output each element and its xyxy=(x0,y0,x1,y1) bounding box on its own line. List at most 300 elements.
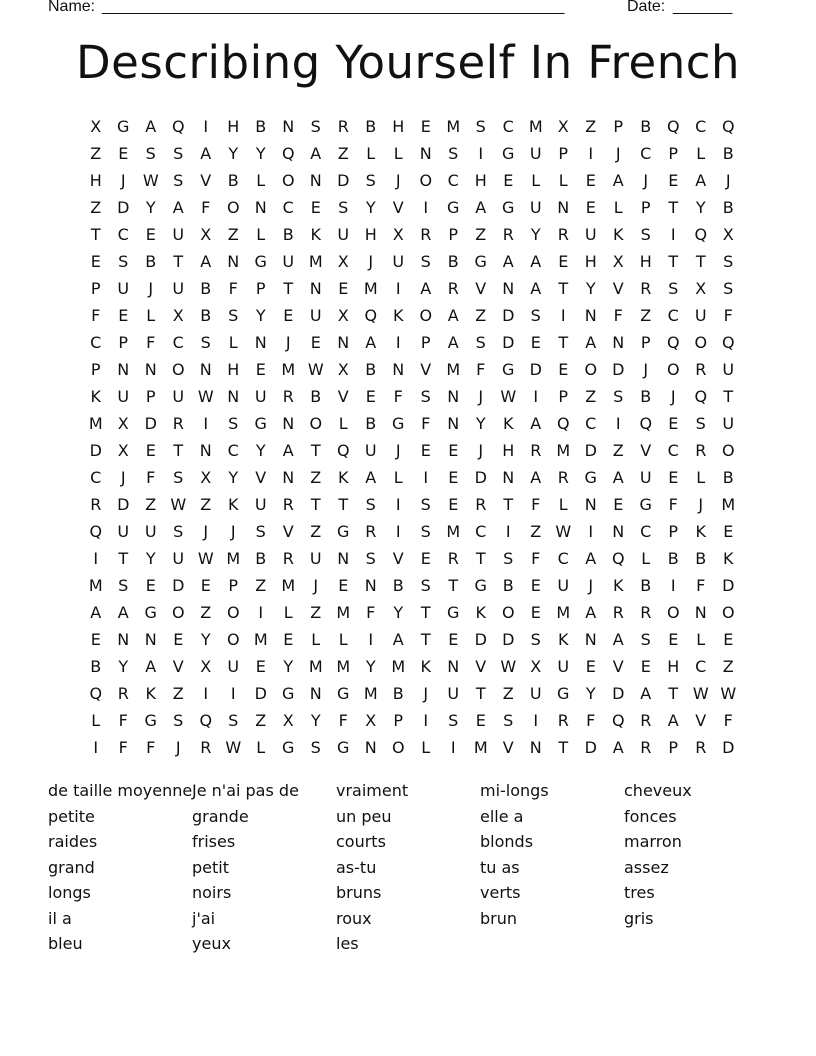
grid-letter: S xyxy=(613,387,624,406)
grid-letter: N xyxy=(447,387,460,406)
grid-letter: Y xyxy=(255,144,266,163)
grid-letter: K xyxy=(613,225,624,244)
grid-letter: J xyxy=(395,171,401,190)
grid-letter: T xyxy=(173,441,184,460)
grid-letter: S xyxy=(420,387,431,406)
grid-letter: S xyxy=(503,711,514,730)
grid-letter: B xyxy=(722,198,734,217)
grid-letter: Q xyxy=(721,333,735,352)
grid-letter: W xyxy=(197,549,214,568)
grid-letter: G xyxy=(447,198,460,217)
grid-letter: U xyxy=(309,549,322,568)
grid-letter: L xyxy=(311,630,321,649)
name-label: Name: xyxy=(48,0,96,15)
grid-letter: T xyxy=(558,279,569,298)
grid-letter: F xyxy=(696,576,706,595)
grid-letter: E xyxy=(255,360,266,379)
grid-row xyxy=(82,383,742,410)
grid-letter: S xyxy=(173,144,184,163)
grid-letter: P xyxy=(668,144,679,163)
grid-letter: E xyxy=(283,630,294,649)
grid-letter: Z xyxy=(90,198,102,217)
grid-letter: A xyxy=(530,279,542,298)
grid-letter: X xyxy=(117,441,129,460)
grid-letter: L xyxy=(558,171,568,190)
grid-row xyxy=(82,437,742,464)
grid-letter: J xyxy=(313,576,319,595)
grid-letter: L xyxy=(146,306,156,325)
grid-letter: U xyxy=(529,684,542,703)
grid-letter: M xyxy=(556,441,571,460)
grid-letter: A xyxy=(612,738,624,757)
grid-letter: V xyxy=(475,657,487,676)
grid-letter: J xyxy=(285,333,291,352)
grid-letter: N xyxy=(392,360,405,379)
grid-letter: Z xyxy=(172,684,184,703)
grid-letter: D xyxy=(89,441,102,460)
grid-letter: X xyxy=(117,414,129,433)
grid-letter: F xyxy=(118,711,128,730)
grid-letter: P xyxy=(255,279,266,298)
grid-letter: D xyxy=(584,738,597,757)
grid-letter: E xyxy=(420,441,431,460)
grid-letter: Y xyxy=(585,684,596,703)
grid-letter: B xyxy=(90,657,102,676)
grid-letter: N xyxy=(227,387,240,406)
grid-letter: P xyxy=(90,279,101,298)
grid-letter: U xyxy=(254,495,267,514)
grid-letter: O xyxy=(391,738,405,757)
grid-letter: Q xyxy=(89,684,103,703)
grid-letter: U xyxy=(392,252,405,271)
grid-letter: S xyxy=(173,711,184,730)
date-line: _______ xyxy=(673,0,732,15)
grid-letter: T xyxy=(118,549,129,568)
grid-row xyxy=(82,545,742,572)
grid-letter: N xyxy=(447,657,460,676)
grid-letter: O xyxy=(721,603,735,622)
grid-letter: F xyxy=(228,279,238,298)
word-bank-item: blonds xyxy=(480,832,534,851)
grid-letter: Y xyxy=(530,225,541,244)
grid-letter: U xyxy=(364,441,377,460)
grid-letter: K xyxy=(420,657,431,676)
grid-letter: J xyxy=(203,522,209,541)
grid-letter: Z xyxy=(722,657,734,676)
grid-letter: G xyxy=(584,468,597,487)
grid-letter: M xyxy=(363,279,378,298)
grid-letter: E xyxy=(448,468,459,487)
grid-letter: K xyxy=(310,225,321,244)
word-bank-item: brun xyxy=(480,908,518,928)
grid-letter: R xyxy=(557,468,569,487)
grid-letter: Z xyxy=(200,603,212,622)
grid-letter: P xyxy=(668,522,679,541)
grid-letter: M xyxy=(446,360,461,379)
word-bank-item: gris xyxy=(624,908,654,928)
grid-letter: A xyxy=(612,171,624,190)
grid-letter: N xyxy=(612,522,625,541)
word-bank-item: petite xyxy=(48,806,95,826)
grid-letter: V xyxy=(392,549,404,568)
grid-letter: X xyxy=(365,711,377,730)
grid-letter: M xyxy=(363,684,378,703)
grid-letter: D xyxy=(117,198,130,217)
grid-letter: U xyxy=(227,657,240,676)
grid-letter: Z xyxy=(310,603,322,622)
grid-letter: C xyxy=(667,441,679,460)
grid-letter: U xyxy=(309,306,322,325)
grid-letter: Q xyxy=(171,117,185,136)
grid-letter: Q xyxy=(89,522,103,541)
grid-letter: Y xyxy=(365,198,376,217)
word-bank-item: les xyxy=(336,934,359,953)
grid-row xyxy=(82,410,742,437)
grid-letter: I xyxy=(588,522,594,541)
word-bank xyxy=(48,778,768,957)
grid-letter: O xyxy=(309,414,323,433)
word-bank-item: longs xyxy=(48,883,91,902)
grid-row xyxy=(82,140,742,167)
grid-letter: X xyxy=(530,657,542,676)
grid-letter: X xyxy=(695,279,707,298)
grid-letter: E xyxy=(503,171,514,190)
grid-letter: T xyxy=(310,441,321,460)
grid-letter: O xyxy=(666,360,680,379)
grid-letter: V xyxy=(172,657,184,676)
grid-letter: A xyxy=(530,414,542,433)
grid-letter: R xyxy=(475,495,487,514)
grid-letter: I xyxy=(423,198,429,217)
grid-letter: S xyxy=(723,252,734,271)
grid-letter: G xyxy=(639,495,652,514)
grid-letter: J xyxy=(588,576,594,595)
grid-letter: B xyxy=(227,171,239,190)
grid-letter: B xyxy=(310,387,322,406)
grid-letter: J xyxy=(368,252,374,271)
grid-letter: P xyxy=(393,711,404,730)
grid-letter: U xyxy=(694,306,707,325)
grid-letter: L xyxy=(338,414,348,433)
grid-letter: M xyxy=(308,252,323,271)
grid-letter: X xyxy=(172,306,184,325)
grid-letter: L xyxy=(558,495,568,514)
grid-letter: S xyxy=(338,198,349,217)
grid-letter: Y xyxy=(255,306,266,325)
grid-letter: U xyxy=(172,549,185,568)
grid-letter: Q xyxy=(199,711,213,730)
grid-letter: T xyxy=(90,225,101,244)
grid-letter: T xyxy=(558,333,569,352)
grid-letter: E xyxy=(255,657,266,676)
grid-letter: K xyxy=(393,306,404,325)
grid-letter: A xyxy=(392,630,404,649)
grid-letter: I xyxy=(670,225,676,244)
grid-letter: O xyxy=(694,333,708,352)
grid-letter: U xyxy=(117,387,130,406)
grid-letter: B xyxy=(502,576,514,595)
grid-row xyxy=(82,248,742,275)
grid-letter: N xyxy=(364,738,377,757)
grid-letter: N xyxy=(364,576,377,595)
grid-letter: A xyxy=(612,630,624,649)
grid-letter: N xyxy=(144,360,157,379)
grid-letter: I xyxy=(615,414,621,433)
grid-letter: U xyxy=(557,657,570,676)
grid-letter: E xyxy=(448,630,459,649)
grid-letter: M xyxy=(226,549,241,568)
grid-letter: P xyxy=(640,333,651,352)
grid-letter: D xyxy=(612,360,625,379)
grid-letter: U xyxy=(172,387,185,406)
grid-letter: U xyxy=(639,468,652,487)
grid-letter: A xyxy=(365,468,377,487)
grid-letter: D xyxy=(502,630,515,649)
grid-letter: R xyxy=(640,603,652,622)
grid-letter: Y xyxy=(695,198,706,217)
grid-letter: N xyxy=(584,630,597,649)
grid-letter: D xyxy=(722,576,735,595)
word-bank-item: un peu xyxy=(336,806,392,826)
grid-letter: E xyxy=(613,495,624,514)
word-bank-item: cheveux xyxy=(624,781,692,800)
grid-letter: Z xyxy=(585,387,597,406)
grid-letter: S xyxy=(503,549,514,568)
grid-letter: I xyxy=(368,630,374,649)
grid-letter: N xyxy=(529,738,542,757)
grid-letter: Q xyxy=(556,414,570,433)
grid-letter: G xyxy=(337,738,350,757)
grid-letter: E xyxy=(420,117,431,136)
grid-letter: E xyxy=(585,657,596,676)
grid-letter: P xyxy=(228,576,239,595)
grid-letter: B xyxy=(365,360,377,379)
word-bank-item: elle a xyxy=(480,806,524,826)
grid-letter: G xyxy=(254,414,267,433)
grid-letter: Z xyxy=(337,144,349,163)
grid-letter: K xyxy=(145,684,156,703)
grid-letter: Y xyxy=(200,630,211,649)
grid-letter: J xyxy=(230,522,236,541)
grid-letter: M xyxy=(88,576,103,595)
grid-letter: M xyxy=(473,738,488,757)
grid-letter: H xyxy=(227,117,240,136)
grid-letter: R xyxy=(530,441,542,460)
grid-letter: A xyxy=(530,252,542,271)
word-bank-item: grande xyxy=(192,806,249,826)
grid-letter: R xyxy=(337,117,349,136)
grid-letter: H xyxy=(364,225,377,244)
grid-letter: R xyxy=(282,495,294,514)
grid-row xyxy=(82,464,742,491)
word-bank-item: fonces xyxy=(624,806,677,826)
grid-letter: F xyxy=(723,306,733,325)
word-bank-item: verts xyxy=(480,883,521,902)
grid-letter: Y xyxy=(118,657,129,676)
grid-letter: M xyxy=(721,495,736,514)
grid-letter: B xyxy=(200,279,212,298)
grid-letter: Z xyxy=(310,522,322,541)
grid-letter: E xyxy=(448,441,459,460)
grid-letter: Y xyxy=(283,657,294,676)
grid-row xyxy=(82,356,742,383)
grid-letter: U xyxy=(584,225,597,244)
grid-letter: E xyxy=(145,576,156,595)
grid-letter: J xyxy=(423,684,429,703)
grid-letter: S xyxy=(228,711,239,730)
grid-letter: F xyxy=(586,711,596,730)
page-title: Describing Yourself In French xyxy=(75,36,740,89)
grid-letter: S xyxy=(118,576,129,595)
grid-letter: N xyxy=(199,441,212,460)
grid-letter: S xyxy=(695,414,706,433)
grid-letter: E xyxy=(530,333,541,352)
grid-letter: N xyxy=(309,279,322,298)
grid-letter: Q xyxy=(666,333,680,352)
grid-letter: P xyxy=(448,225,459,244)
grid-letter: C xyxy=(695,657,707,676)
grid-row xyxy=(82,518,742,545)
grid-letter: C xyxy=(90,333,102,352)
grid-letter: R xyxy=(695,441,707,460)
grid-letter: V xyxy=(612,657,624,676)
grid-letter: T xyxy=(668,252,679,271)
grid-letter: E xyxy=(640,657,651,676)
grid-letter: Y xyxy=(228,144,239,163)
grid-letter: C xyxy=(585,414,597,433)
word-bank-item: grand xyxy=(48,857,95,877)
word-bank-item: de taille moyenne xyxy=(48,781,193,800)
grid-letter: R xyxy=(640,738,652,757)
grid-letter: F xyxy=(393,387,403,406)
grid-letter: B xyxy=(365,414,377,433)
grid-letter: I xyxy=(588,144,594,163)
grid-letter: M xyxy=(556,603,571,622)
grid-letter: D xyxy=(612,684,625,703)
grid-letter: Z xyxy=(502,684,514,703)
grid-letter: F xyxy=(146,468,156,487)
grid-letter: W xyxy=(500,657,517,676)
grid-letter: T xyxy=(420,603,431,622)
grid-letter: G xyxy=(392,414,405,433)
grid-letter: C xyxy=(447,171,459,190)
word-bank-item: assez xyxy=(624,857,669,877)
grid-letter: N xyxy=(254,333,267,352)
grid-letter: E xyxy=(90,252,101,271)
grid-letter: T xyxy=(310,495,321,514)
grid-letter: M xyxy=(336,657,351,676)
grid-letter: N xyxy=(502,468,515,487)
grid-letter: Y xyxy=(145,549,156,568)
grid-letter: V xyxy=(640,441,652,460)
word-bank-item: bleu xyxy=(48,934,83,953)
grid-letter: F xyxy=(613,306,623,325)
grid-letter: N xyxy=(282,414,295,433)
grid-letter: I xyxy=(478,144,484,163)
grid-letter: M xyxy=(391,657,406,676)
grid-letter: K xyxy=(695,522,706,541)
grid-letter: E xyxy=(200,576,211,595)
grid-letter: G xyxy=(144,711,157,730)
grid-letter: I xyxy=(423,711,429,730)
grid-letter: A xyxy=(585,549,597,568)
grid-letter: Q xyxy=(694,387,708,406)
grid-letter: X xyxy=(200,657,212,676)
grid-letter: Z xyxy=(200,495,212,514)
grid-letter: U xyxy=(529,144,542,163)
grid-row xyxy=(82,653,742,680)
grid-letter: L xyxy=(256,225,266,244)
grid-letter: L xyxy=(696,144,706,163)
grid-letter: M xyxy=(253,630,268,649)
grid-letter: W xyxy=(197,387,214,406)
grid-letter: S xyxy=(530,306,541,325)
grid-letter: A xyxy=(90,603,102,622)
grid-letter: U xyxy=(254,387,267,406)
word-bank-item: tu as xyxy=(480,857,520,877)
grid-letter: P xyxy=(668,738,679,757)
grid-letter: Y xyxy=(393,603,404,622)
grid-letter: D xyxy=(144,414,157,433)
grid-letter: J xyxy=(698,495,704,514)
word-search-grid xyxy=(82,113,742,761)
grid-letter: D xyxy=(502,333,515,352)
grid-letter: O xyxy=(226,198,240,217)
grid-letter: T xyxy=(503,495,514,514)
grid-letter: J xyxy=(120,171,126,190)
grid-letter: S xyxy=(365,549,376,568)
grid-letter: A xyxy=(447,333,459,352)
grid-letter: N xyxy=(557,198,570,217)
grid-letter: E xyxy=(145,441,156,460)
grid-letter: Z xyxy=(255,576,267,595)
grid-letter: E xyxy=(338,279,349,298)
grid-row xyxy=(82,329,742,356)
grid-letter: C xyxy=(695,117,707,136)
grid-letter: N xyxy=(254,198,267,217)
grid-letter: N xyxy=(309,684,322,703)
grid-letter: I xyxy=(395,279,401,298)
grid-letter: C xyxy=(502,117,514,136)
grid-letter: M xyxy=(281,360,296,379)
grid-letter: S xyxy=(365,171,376,190)
grid-letter: C xyxy=(667,306,679,325)
grid-letter: L xyxy=(228,333,238,352)
grid-letter: L xyxy=(256,171,266,190)
grid-letter: P xyxy=(613,117,624,136)
grid-letter: Z xyxy=(640,306,652,325)
grid-letter: A xyxy=(172,198,184,217)
grid-letter: D xyxy=(117,495,130,514)
grid-letter: M xyxy=(336,603,351,622)
grid-letter: A xyxy=(585,333,597,352)
grid-letter: J xyxy=(643,171,649,190)
grid-letter: N xyxy=(282,117,295,136)
grid-letter: K xyxy=(558,630,569,649)
grid-letter: R xyxy=(420,225,432,244)
grid-letter: O xyxy=(226,630,240,649)
grid-letter: G xyxy=(337,684,350,703)
grid-letter: J xyxy=(478,441,484,460)
grid-letter: X xyxy=(337,360,349,379)
grid-letter: S xyxy=(118,252,129,271)
word-bank-item: il a xyxy=(48,908,72,928)
grid-letter: V xyxy=(475,279,487,298)
grid-letter: K xyxy=(475,603,486,622)
grid-letter: H xyxy=(227,360,240,379)
grid-letter: S xyxy=(173,468,184,487)
grid-letter: S xyxy=(475,117,486,136)
